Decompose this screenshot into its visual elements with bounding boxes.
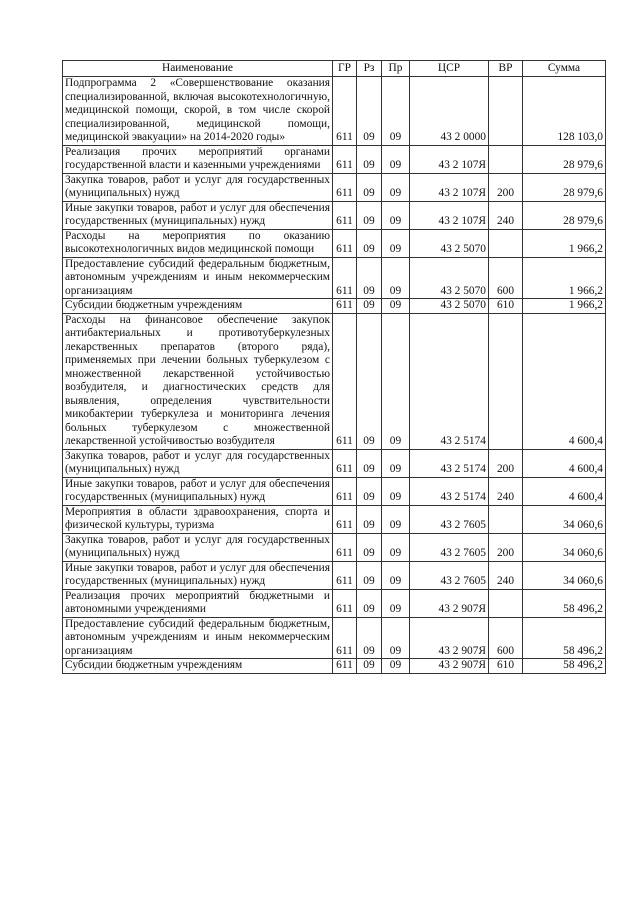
table-row xyxy=(63,257,606,299)
cell-gr: 611 xyxy=(333,201,357,229)
cell-pr: 09 xyxy=(382,229,410,257)
cell-pr: 09 xyxy=(382,659,410,674)
cell-pr: 09 xyxy=(382,201,410,229)
cell-sum: 58 496,2 xyxy=(523,617,606,659)
cell-gr: 611 xyxy=(333,659,357,674)
table-row xyxy=(63,201,606,229)
cell-name: Подпрограмма 2 «Совершенствование оказания специализированной, включая высокотехнологичную, медицинской помощи, скорой, в том числе скорой специализированной, медицинской помощи, медицинской эвакуации» на 2014-2020 годы» xyxy=(63,77,333,146)
cell-vr: 200 xyxy=(489,449,523,477)
header-sum: Сумма xyxy=(523,61,606,77)
cell-name: Иные закупки товаров, работ и услуг для обеспечения государственных (муниципальных) нужд xyxy=(63,201,333,229)
cell-sum: 4 600,4 xyxy=(523,449,606,477)
cell-pr: 09 xyxy=(382,533,410,561)
header-name: Наименование xyxy=(63,61,333,77)
cell-csr: 43 2 7605 xyxy=(410,505,489,533)
cell-sum: 58 496,2 xyxy=(523,659,606,674)
table-row xyxy=(63,533,606,561)
cell-vr xyxy=(489,145,523,173)
table-row xyxy=(63,145,606,173)
cell-csr: 43 2 7605 xyxy=(410,561,489,589)
cell-gr: 611 xyxy=(333,313,357,449)
cell-vr: 240 xyxy=(489,477,523,505)
table-row xyxy=(63,77,606,146)
cell-sum: 34 060,6 xyxy=(523,533,606,561)
cell-gr: 611 xyxy=(333,299,357,314)
table-row xyxy=(63,659,606,674)
cell-rz: 09 xyxy=(357,173,382,201)
cell-gr: 611 xyxy=(333,449,357,477)
cell-pr: 09 xyxy=(382,449,410,477)
cell-pr: 09 xyxy=(382,477,410,505)
cell-sum: 128 103,0 xyxy=(523,77,606,146)
cell-rz: 09 xyxy=(357,313,382,449)
cell-vr: 600 xyxy=(489,257,523,299)
cell-csr: 43 2 7605 xyxy=(410,533,489,561)
cell-name: Иные закупки товаров, работ и услуг для обеспечения государственных (муниципальных) нужд xyxy=(63,561,333,589)
cell-sum: 28 979,6 xyxy=(523,145,606,173)
cell-gr: 611 xyxy=(333,257,357,299)
header-vr: ВР xyxy=(489,61,523,77)
cell-gr: 611 xyxy=(333,533,357,561)
header-gr: ГР xyxy=(333,61,357,77)
cell-name: Предоставление субсидий федеральным бюджетным, автономным учреждениям и иным некоммерческим организациям xyxy=(63,617,333,659)
cell-csr: 43 2 107Я xyxy=(410,145,489,173)
table-row xyxy=(63,589,606,617)
cell-csr: 43 2 5174 xyxy=(410,313,489,449)
cell-pr: 09 xyxy=(382,77,410,146)
cell-csr: 43 2 907Я xyxy=(410,589,489,617)
cell-name: Предоставление субсидий федеральным бюджетным, автономным учреждениям и иным некоммерческим организациям xyxy=(63,257,333,299)
cell-name: Мероприятия в области здравоохранения, спорта и физической культуры, туризма xyxy=(63,505,333,533)
cell-sum: 4 600,4 xyxy=(523,477,606,505)
budget-table xyxy=(62,60,606,674)
table-header-row xyxy=(63,61,606,77)
cell-pr: 09 xyxy=(382,313,410,449)
cell-csr: 43 2 907Я xyxy=(410,659,489,674)
cell-gr: 611 xyxy=(333,505,357,533)
cell-pr: 09 xyxy=(382,173,410,201)
cell-rz: 09 xyxy=(357,449,382,477)
cell-rz: 09 xyxy=(357,561,382,589)
cell-name: Реализация прочих мероприятий органами государственной власти и казенными учреждениями xyxy=(63,145,333,173)
cell-vr: 610 xyxy=(489,299,523,314)
cell-name: Закупка товаров, работ и услуг для государственных (муниципальных) нужд xyxy=(63,449,333,477)
cell-rz: 09 xyxy=(357,505,382,533)
cell-rz: 09 xyxy=(357,77,382,146)
cell-pr: 09 xyxy=(382,299,410,314)
cell-pr: 09 xyxy=(382,617,410,659)
cell-rz: 09 xyxy=(357,617,382,659)
cell-vr xyxy=(489,505,523,533)
cell-pr: 09 xyxy=(382,589,410,617)
cell-rz: 09 xyxy=(357,257,382,299)
cell-vr: 240 xyxy=(489,561,523,589)
cell-gr: 611 xyxy=(333,77,357,146)
cell-vr: 200 xyxy=(489,533,523,561)
cell-sum: 34 060,6 xyxy=(523,505,606,533)
cell-sum: 4 600,4 xyxy=(523,313,606,449)
cell-vr: 240 xyxy=(489,201,523,229)
table-row xyxy=(63,229,606,257)
cell-csr: 43 2 107Я xyxy=(410,173,489,201)
cell-gr: 611 xyxy=(333,145,357,173)
cell-gr: 611 xyxy=(333,589,357,617)
cell-vr xyxy=(489,589,523,617)
cell-gr: 611 xyxy=(333,561,357,589)
cell-sum: 28 979,6 xyxy=(523,201,606,229)
cell-vr xyxy=(489,229,523,257)
cell-pr: 09 xyxy=(382,145,410,173)
cell-rz: 09 xyxy=(357,145,382,173)
cell-sum: 1 966,2 xyxy=(523,229,606,257)
cell-name: Субсидии бюджетным учреждениям xyxy=(63,659,333,674)
cell-csr: 43 2 5070 xyxy=(410,229,489,257)
cell-csr: 43 2 5070 xyxy=(410,299,489,314)
cell-csr: 43 2 5174 xyxy=(410,477,489,505)
cell-pr: 09 xyxy=(382,257,410,299)
cell-gr: 611 xyxy=(333,229,357,257)
cell-name: Реализация прочих мероприятий бюджетными и автономными учреждениями xyxy=(63,589,333,617)
table-row xyxy=(63,477,606,505)
cell-vr xyxy=(489,313,523,449)
cell-gr: 611 xyxy=(333,173,357,201)
cell-sum: 1 966,2 xyxy=(523,299,606,314)
cell-csr: 43 2 0000 xyxy=(410,77,489,146)
cell-name: Расходы на финансовое обеспечение закупок антибактериальных и противотуберкулезных лекарственных препаратов (второго ряда), применяемых при лечении больных туберкулезом с множественной лекарственной устойчивостью возбудителя, и диагностических средств для выявления, определения чувствительности микобактерии туберкулеза и мониторинга лечения больных туберкулезом с множественной лекарственной устойчивостью возбудителя xyxy=(63,313,333,449)
cell-rz: 09 xyxy=(357,659,382,674)
table-row xyxy=(63,313,606,449)
table-row xyxy=(63,299,606,314)
cell-csr: 43 2 107Я xyxy=(410,201,489,229)
cell-csr: 43 2 5174 xyxy=(410,449,489,477)
cell-name: Иные закупки товаров, работ и услуг для обеспечения государственных (муниципальных) нужд xyxy=(63,477,333,505)
cell-gr: 611 xyxy=(333,477,357,505)
cell-name: Субсидии бюджетным учреждениям xyxy=(63,299,333,314)
cell-name: Закупка товаров, работ и услуг для государственных (муниципальных) нужд xyxy=(63,533,333,561)
table-row xyxy=(63,617,606,659)
cell-csr: 43 2 907Я xyxy=(410,617,489,659)
cell-vr xyxy=(489,77,523,146)
cell-sum: 58 496,2 xyxy=(523,589,606,617)
cell-sum: 34 060,6 xyxy=(523,561,606,589)
table-body xyxy=(63,77,606,674)
table-row xyxy=(63,505,606,533)
header-rz: Рз xyxy=(357,61,382,77)
table-row xyxy=(63,561,606,589)
cell-rz: 09 xyxy=(357,589,382,617)
cell-sum: 1 966,2 xyxy=(523,257,606,299)
table-row xyxy=(63,449,606,477)
cell-gr: 611 xyxy=(333,617,357,659)
cell-rz: 09 xyxy=(357,299,382,314)
cell-vr: 200 xyxy=(489,173,523,201)
cell-csr: 43 2 5070 xyxy=(410,257,489,299)
cell-sum: 28 979,6 xyxy=(523,173,606,201)
cell-rz: 09 xyxy=(357,477,382,505)
cell-rz: 09 xyxy=(357,201,382,229)
cell-name: Закупка товаров, работ и услуг для государственных (муниципальных) нужд xyxy=(63,173,333,201)
cell-vr: 610 xyxy=(489,659,523,674)
cell-pr: 09 xyxy=(382,505,410,533)
cell-rz: 09 xyxy=(357,533,382,561)
cell-pr: 09 xyxy=(382,561,410,589)
cell-name: Расходы на мероприятия по оказанию высокотехнологичных видов медицинской помощи xyxy=(63,229,333,257)
header-csr: ЦСР xyxy=(410,61,489,77)
cell-vr: 600 xyxy=(489,617,523,659)
header-pr: Пр xyxy=(382,61,410,77)
table-row xyxy=(63,173,606,201)
cell-rz: 09 xyxy=(357,229,382,257)
